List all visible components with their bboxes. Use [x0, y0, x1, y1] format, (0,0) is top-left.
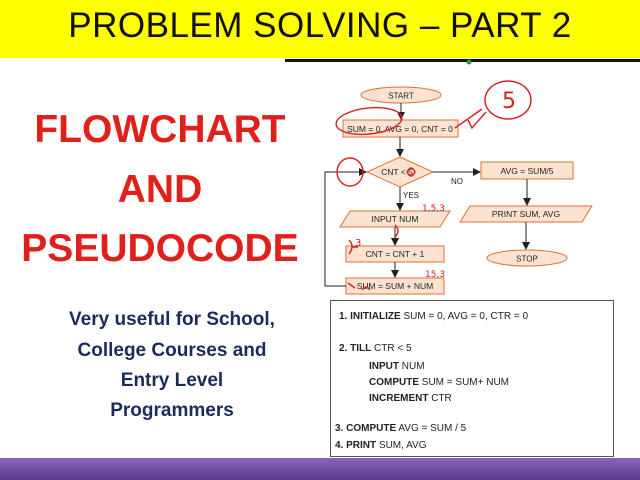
pseudocode-line-2 [339, 343, 412, 354]
pseudocode-line-7 [335, 440, 427, 451]
subtitle-line-2: College Courses and [77, 340, 267, 361]
pseudocode-line-3 [369, 361, 425, 372]
start-label: START [388, 91, 414, 101]
pc-keyword-increment: INCREMENT [369, 393, 429, 404]
subtitle-line-3: Entry Level [120, 370, 224, 391]
increment-label: CNT = CNT + 1 [365, 249, 425, 259]
pc-keyword-compute-avg: 3. COMPUTE [335, 423, 397, 434]
annotation-sum-values: 15,3 [425, 270, 446, 280]
banner-title: PROBLEM SOLVING – PART 2 [68, 6, 572, 45]
annotation-check-mark [468, 112, 486, 128]
yes-label: YES [403, 191, 420, 200]
pseudocode-line-6 [335, 423, 466, 434]
pseudocode-line-5 [369, 393, 452, 404]
init-label: SUM = 0, AVG = 0, CNT = 0 [347, 124, 453, 134]
pc-text-print: SUM, AVG [376, 440, 427, 451]
annotation-input-values: 1,5,3 [422, 204, 445, 214]
input-label: INPUT NUM [371, 214, 419, 224]
sum-label: SUM = SUM + NUM [356, 281, 434, 291]
pc-keyword-initialize: 1. INITIALIZE [339, 311, 401, 322]
pc-keyword-print: 4. PRINT [335, 440, 377, 451]
pc-keyword-input: INPUT [369, 361, 399, 372]
pc-text-compute: SUM = SUM+ NUM [419, 377, 510, 388]
pc-keyword-till: 2. TILL [339, 343, 372, 354]
green-dot [467, 60, 472, 65]
pseudocode-line-4 [369, 377, 509, 388]
print-label: PRINT SUM, AVG [491, 209, 561, 219]
decision-label: CNT < 5 [381, 167, 413, 177]
pc-text-initialize: SUM = 0, AVG = 0, CTR = 0 [400, 311, 529, 322]
headline-and: AND [117, 168, 203, 211]
bottom-bar [0, 458, 640, 480]
no-label: NO [451, 177, 463, 186]
annotation-cnt-value: 3 [355, 238, 362, 249]
headline-pseudocode: PSEUDOCODE [21, 227, 299, 270]
headline-flowchart: FLOWCHART [34, 108, 286, 151]
subtitle-line-4: Programmers [110, 400, 234, 421]
annotation-stroke [455, 109, 482, 128]
annotation-five: 5 [502, 89, 516, 114]
arrow-loop-back [325, 172, 366, 286]
pc-keyword-compute: COMPUTE [369, 377, 419, 388]
subtitle-line-1: Very useful for School, [69, 309, 275, 330]
pc-text-increment: CTR [428, 393, 452, 404]
pseudocode-box [330, 300, 614, 457]
stop-label: STOP [516, 254, 538, 264]
pseudocode-line-1 [339, 311, 528, 322]
pc-text-input: NUM [399, 361, 425, 372]
pc-text-till: CTR < 5 [371, 343, 412, 354]
pc-text-compute-avg: AVG = SUM / 5 [396, 423, 467, 434]
avg-label: AVG = SUM/5 [500, 166, 554, 176]
